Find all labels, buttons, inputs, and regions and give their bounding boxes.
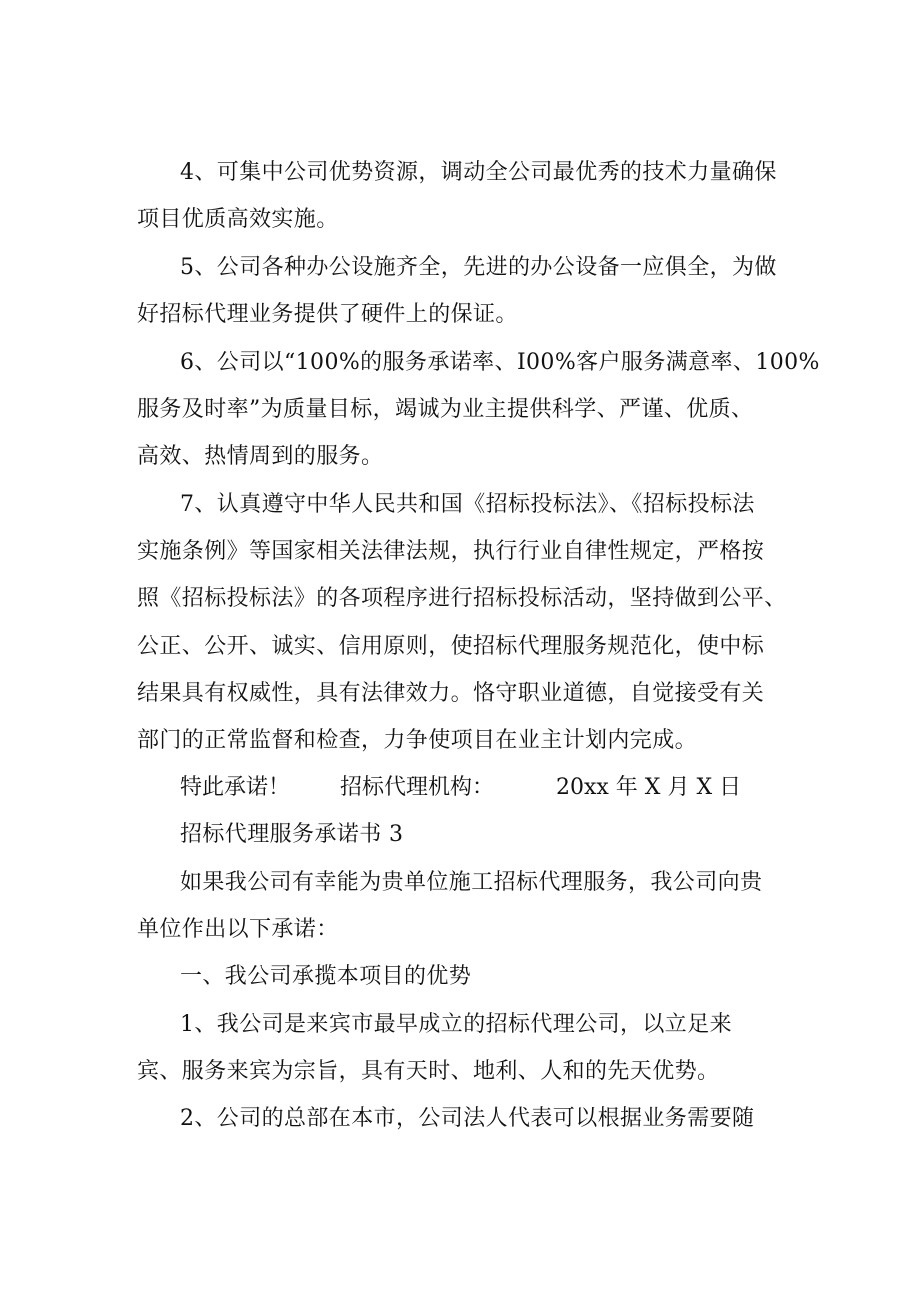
agency-label: 招标代理机构： <box>340 775 495 800</box>
paragraph-line: 好招标代理业务提供了硬件上的保证。 <box>137 302 518 327</box>
intro-line: 单位作出以下承诺： <box>137 917 339 942</box>
paragraph-line: 服务及时率”为质量目标，竭诚为业主提供科学、严谨、优质、 <box>137 397 754 422</box>
item-line: 宾、服务来宾为宗旨，具有天时、地利、人和的先天优势。 <box>137 1059 720 1084</box>
section-title: 招标代理服务承诺书 3 <box>180 822 404 847</box>
paragraph-line: 实施条例》等国家相关法律法规，执行行业自律性规定，严格按 <box>137 539 765 564</box>
paragraph-line: 高效、热情周到的服务。 <box>137 444 384 469</box>
signature-date: 20xx 年 X 月 X 日 <box>556 775 742 800</box>
item-line: 2、公司的总部在本市，公司法人代表可以根据业务需要随 <box>180 1106 755 1131</box>
paragraph-line: 7、认真遵守中华人民共和国《招标投标法》、《招标投标法 <box>180 492 755 517</box>
closing-text: 特此承诺！ <box>180 775 291 800</box>
paragraph-line: 5、公司各种办公设施齐全，先进的办公设备一应俱全，为做 <box>180 255 777 280</box>
paragraph-line: 部门的正常监督和检查，力争使项目在业主计划内完成。 <box>137 728 698 753</box>
paragraph-line: 4、可集中公司优势资源，调动全公司最优秀的技术力量确保 <box>180 160 777 185</box>
paragraph-line: 公正、公开、诚实、信用原则，使招标代理服务规范化，使中标 <box>137 634 765 659</box>
paragraph-line: 项目优质高效实施。 <box>137 207 339 232</box>
item-line: 1、我公司是来宾市最早成立的招标代理公司，以立足来 <box>180 1012 732 1037</box>
paragraph-line: 6、公司以“100%的服务承诺率、I00%客户服务满意率、100% <box>180 350 820 375</box>
intro-line: 如果我公司有幸能为贵单位施工招标代理服务，我公司向贵 <box>180 870 763 895</box>
section-heading: 一、我公司承揽本项目的优势 <box>180 964 472 989</box>
paragraph-line: 照《招标投标法》的各项程序进行招标投标活动，坚持做到公平、 <box>137 586 787 611</box>
signature-row <box>180 773 740 803</box>
paragraph-line: 结果具有权威性，具有法律效力。恪守职业道德，自觉接受有关 <box>137 681 765 706</box>
